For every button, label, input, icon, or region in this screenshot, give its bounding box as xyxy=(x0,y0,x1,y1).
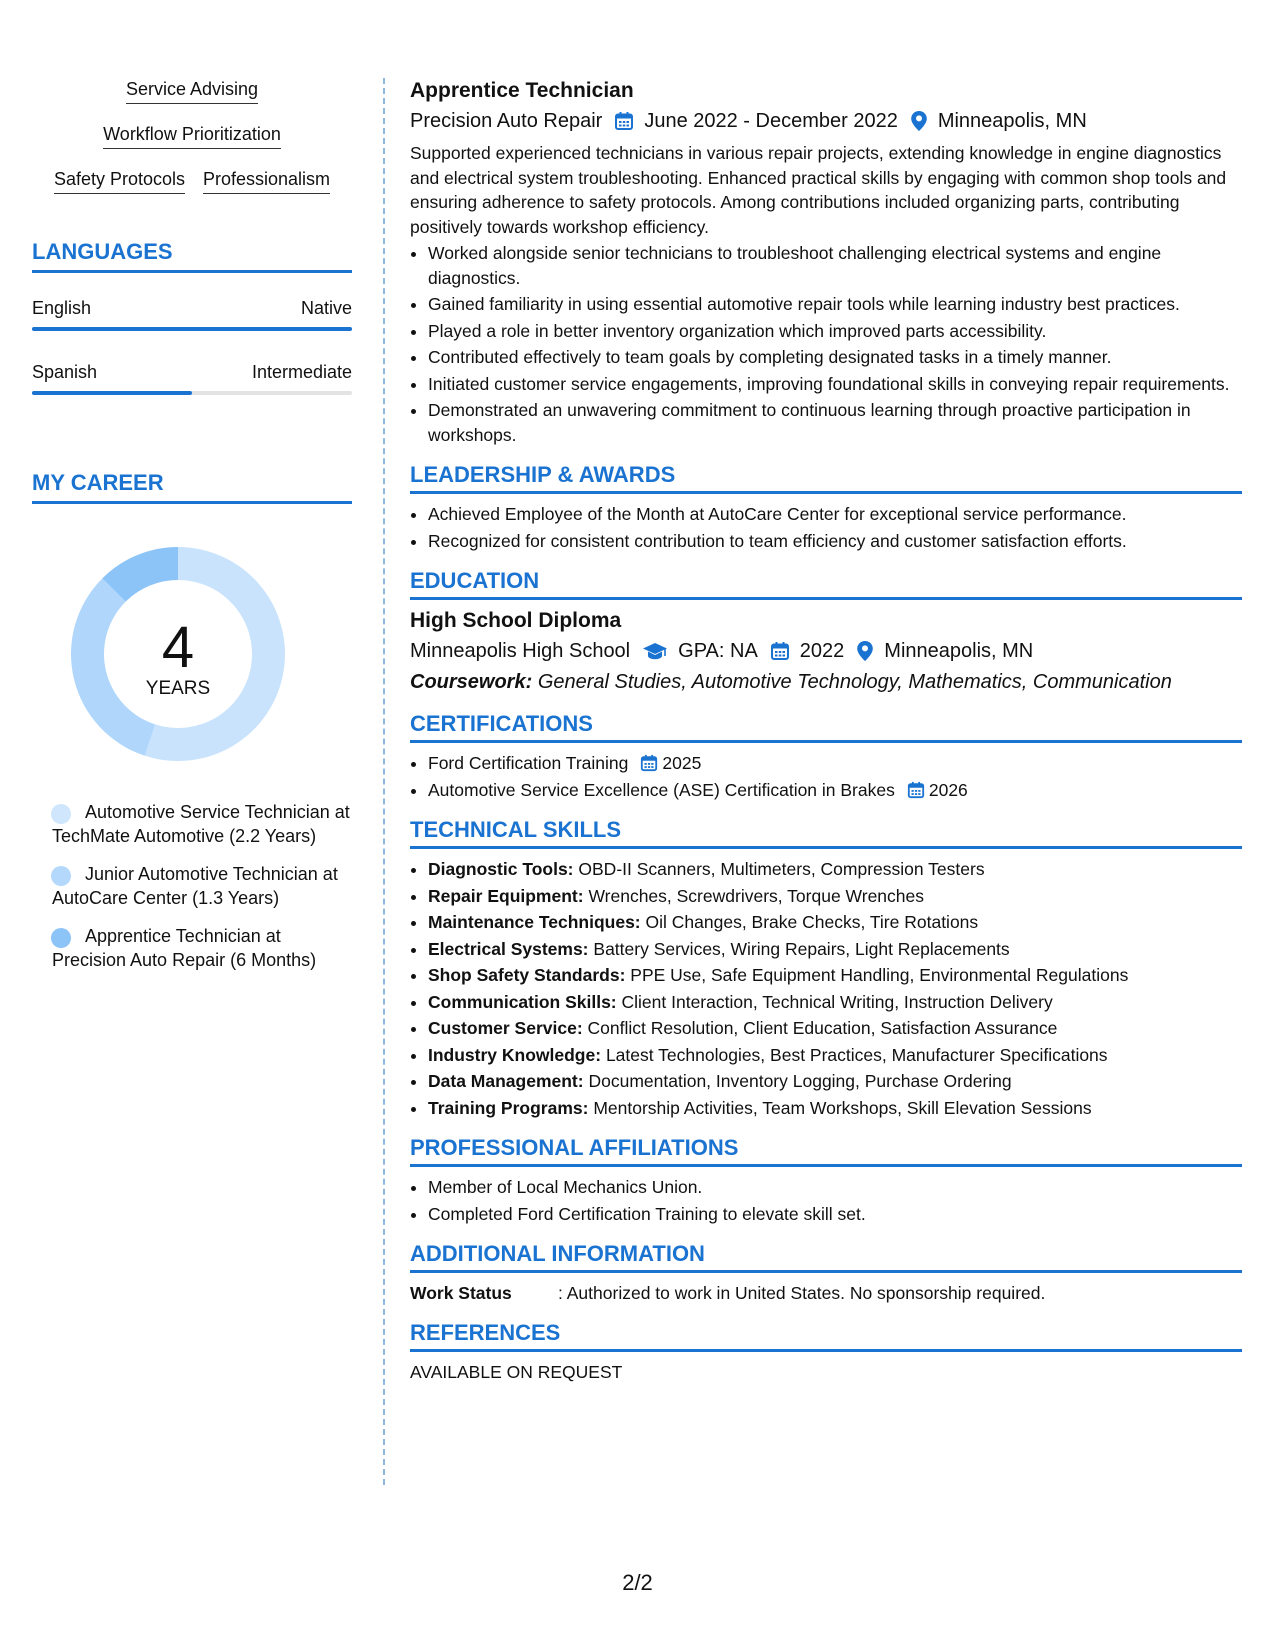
legend-item xyxy=(32,800,352,848)
legend-item xyxy=(32,924,352,972)
skill-label: Communication Skills: xyxy=(428,991,617,1012)
skill-tag: Workflow Prioritization xyxy=(103,123,281,149)
language-item xyxy=(32,361,352,395)
calendar-icon xyxy=(770,641,790,661)
skill-label: Industry Knowledge: xyxy=(428,1044,602,1065)
skill-value: OBD-II Scanners, Multimeters, Compression Testers xyxy=(578,859,985,879)
list-item: • Worked alongside senior technicians to troubleshoot challenging electrical systems and engine diagnostics. xyxy=(428,241,1242,290)
certifications-list xyxy=(410,751,1242,802)
job-title: Apprentice Technician xyxy=(410,79,634,102)
language-name: English xyxy=(32,298,92,318)
career-total-number: 4 xyxy=(161,615,195,680)
list-item xyxy=(428,937,1242,962)
skill-label: Customer Service: xyxy=(428,1018,583,1038)
technical-skills-list xyxy=(410,857,1242,1120)
skill-label: Electrical Systems: xyxy=(428,938,589,959)
list-item: • Initiated customer service engagements, improving foundational skills in conveying repair requirements. xyxy=(428,372,1242,397)
job-entry xyxy=(410,78,1242,447)
skill-label: Diagnostic Tools: xyxy=(428,859,574,879)
education-degree: High School Diploma xyxy=(410,609,622,632)
work-status-value: : Authorized to work in United States. No sponsorship required. xyxy=(558,1283,1046,1303)
page-number: 2/2 xyxy=(622,1570,653,1595)
legend-item xyxy=(32,862,352,910)
skill-label: Repair Equipment: xyxy=(428,885,584,906)
calendar-icon xyxy=(640,754,658,772)
list-item xyxy=(428,884,1242,909)
list-item xyxy=(428,990,1242,1015)
career-legend xyxy=(32,800,352,972)
donut-slice xyxy=(71,578,155,755)
work-status-label: Work Status xyxy=(410,1283,512,1303)
job-company: Precision Auto Repair xyxy=(410,110,603,132)
coursework-label: Coursework: xyxy=(410,671,533,693)
list-item: • Contributed effectively to team goals by completing designated tasks in a timely manner. xyxy=(428,345,1242,370)
additional-info-heading: ADDITIONAL INFORMATION xyxy=(410,1240,1242,1273)
skill-value: Oil Changes, Brake Checks, Tire Rotations xyxy=(645,912,979,932)
career-donut-chart xyxy=(66,542,290,766)
skill-tag: Safety Protocols xyxy=(54,168,185,194)
skill-label: Maintenance Techniques: xyxy=(428,912,641,932)
skill-value: Mentorship Activities, Team Workshops, Skill Elevation Sessions xyxy=(593,1097,1092,1118)
list-item: • Played a role in better inventory organization which improved parts accessibility. xyxy=(428,319,1242,344)
skill-value: PPE Use, Safe Equipment Handling, Environmental Regulations xyxy=(630,965,1129,985)
skill-value: Conflict Resolution, Client Education, Satisfaction Assurance xyxy=(587,1018,1058,1038)
language-proficiency-fill xyxy=(32,391,192,395)
language-proficiency-bar xyxy=(32,327,352,331)
leadership-list xyxy=(410,502,1242,553)
certification-item xyxy=(428,751,1242,776)
technical-skills-heading: TECHNICAL SKILLS xyxy=(410,816,1242,849)
language-level: Intermediate xyxy=(251,362,352,382)
list-item xyxy=(428,910,1242,935)
location-pin-icon xyxy=(856,640,874,662)
coursework-value: General Studies, Automotive Technology, Mathematics, Communication xyxy=(537,671,1172,693)
references-text: AVAILABLE ON REQUEST xyxy=(410,1362,623,1382)
references-heading: REFERENCES xyxy=(410,1319,1242,1352)
education-coursework xyxy=(410,668,1242,696)
certifications-heading: CERTIFICATIONS xyxy=(410,710,1242,743)
career-chart xyxy=(66,542,290,766)
language-proficiency-bar xyxy=(32,391,352,395)
legend-label: Junior Automotive Technician at AutoCare Center (1.3 Years) xyxy=(52,864,338,908)
job-bullets xyxy=(410,241,1242,447)
skill-label: Data Management: xyxy=(428,1071,584,1091)
calendar-icon xyxy=(907,781,925,799)
education-location: Minneapolis, MN xyxy=(884,640,1034,662)
education-school: Minneapolis High School xyxy=(410,640,631,662)
job-dates: June 2022 - December 2022 xyxy=(644,110,898,132)
column-divider xyxy=(383,78,385,1485)
list-item: • Achieved Employee of the Month at AutoCare Center for exceptional service performance. xyxy=(428,502,1242,527)
education-meta xyxy=(410,637,1242,665)
career-heading: MY CAREER xyxy=(32,469,352,504)
certification-name: • Ford Certification Training xyxy=(428,753,629,773)
job-location: Minneapolis, MN xyxy=(937,110,1087,132)
education-gpa: GPA: NA xyxy=(678,640,758,662)
skill-value: Latest Technologies, Best Practices, Manufacturer Specifications xyxy=(605,1044,1108,1065)
affiliations-heading: PROFESSIONAL AFFILIATIONS xyxy=(410,1134,1242,1167)
list-item xyxy=(428,1016,1242,1041)
skill-value: Documentation, Inventory Logging, Purchase Ordering xyxy=(588,1071,1012,1091)
language-proficiency-fill xyxy=(32,327,352,331)
list-item: • Completed Ford Certification Training to elevate skill set. xyxy=(428,1202,1242,1227)
education-entry xyxy=(410,608,1242,696)
list-item xyxy=(428,963,1242,988)
sidebar xyxy=(32,78,352,986)
skill-tag: Service Advising xyxy=(126,78,258,104)
education-year: 2022 xyxy=(799,640,845,662)
legend-dot xyxy=(51,804,71,824)
location-pin-icon xyxy=(910,110,928,132)
certification-year: 2025 xyxy=(662,753,702,773)
language-name: Spanish xyxy=(32,362,98,382)
list-item: • Demonstrated an unwavering commitment to continuous learning through proactive participation in workshops. xyxy=(428,398,1242,447)
skill-value: Battery Services, Wiring Repairs, Light Replacements xyxy=(593,938,1010,959)
legend-label: Automotive Service Technician at TechMate Automotive (2.2 Years) xyxy=(52,802,350,846)
list-item: • Gained familiarity in using essential automotive repair tools while learning industry best practices. xyxy=(428,292,1242,317)
main-content xyxy=(410,78,1242,1384)
legend-dot xyxy=(51,928,71,948)
certification-item xyxy=(428,778,1242,803)
skill-label: Training Programs: xyxy=(428,1097,589,1118)
legend-dot xyxy=(51,866,71,886)
list-item: • Recognized for consistent contribution to team efficiency and customer satisfaction efforts. xyxy=(428,529,1242,554)
skills-list xyxy=(32,78,352,194)
language-item xyxy=(32,297,352,331)
list-item xyxy=(428,1096,1242,1121)
job-summary: Supported experienced technicians in various repair projects, extending knowledge in engine diagnostics and electrical system troubleshooting. Enhanced practical skills by engaging with common shop tools and ensuring adherence to safety protocols. Among contributions included organizing parts, contributing positively towards workshop efficiency. xyxy=(410,143,1227,237)
list-item xyxy=(428,1069,1242,1094)
certification-year: 2026 xyxy=(928,779,968,800)
leadership-heading: LEADERSHIP & AWARDS xyxy=(410,461,1242,494)
legend-label: Apprentice Technician at Precision Auto Repair (6 Months) xyxy=(52,926,317,970)
language-level: Native xyxy=(300,298,352,318)
list-item: • Member of Local Mechanics Union. xyxy=(428,1175,1242,1200)
list-item xyxy=(428,1043,1242,1068)
graduation-cap-icon xyxy=(642,641,668,661)
job-meta xyxy=(410,107,1242,135)
languages-heading: LANGUAGES xyxy=(32,238,352,273)
career-total-unit: YEARS xyxy=(145,678,211,699)
list-item xyxy=(428,857,1242,882)
skill-value: Client Interaction, Technical Writing, Instruction Delivery xyxy=(621,991,1053,1012)
skill-value: Wrenches, Screwdrivers, Torque Wrenches xyxy=(588,885,925,906)
certification-name: • Automotive Service Excellence (ASE) Certification in Brakes xyxy=(428,779,895,800)
affiliations-list xyxy=(410,1175,1242,1226)
calendar-icon xyxy=(614,111,634,131)
skill-tag: Professionalism xyxy=(203,168,330,194)
work-status-row xyxy=(410,1281,1242,1305)
skill-label: Shop Safety Standards: xyxy=(428,965,626,985)
education-heading: EDUCATION xyxy=(410,567,1242,600)
